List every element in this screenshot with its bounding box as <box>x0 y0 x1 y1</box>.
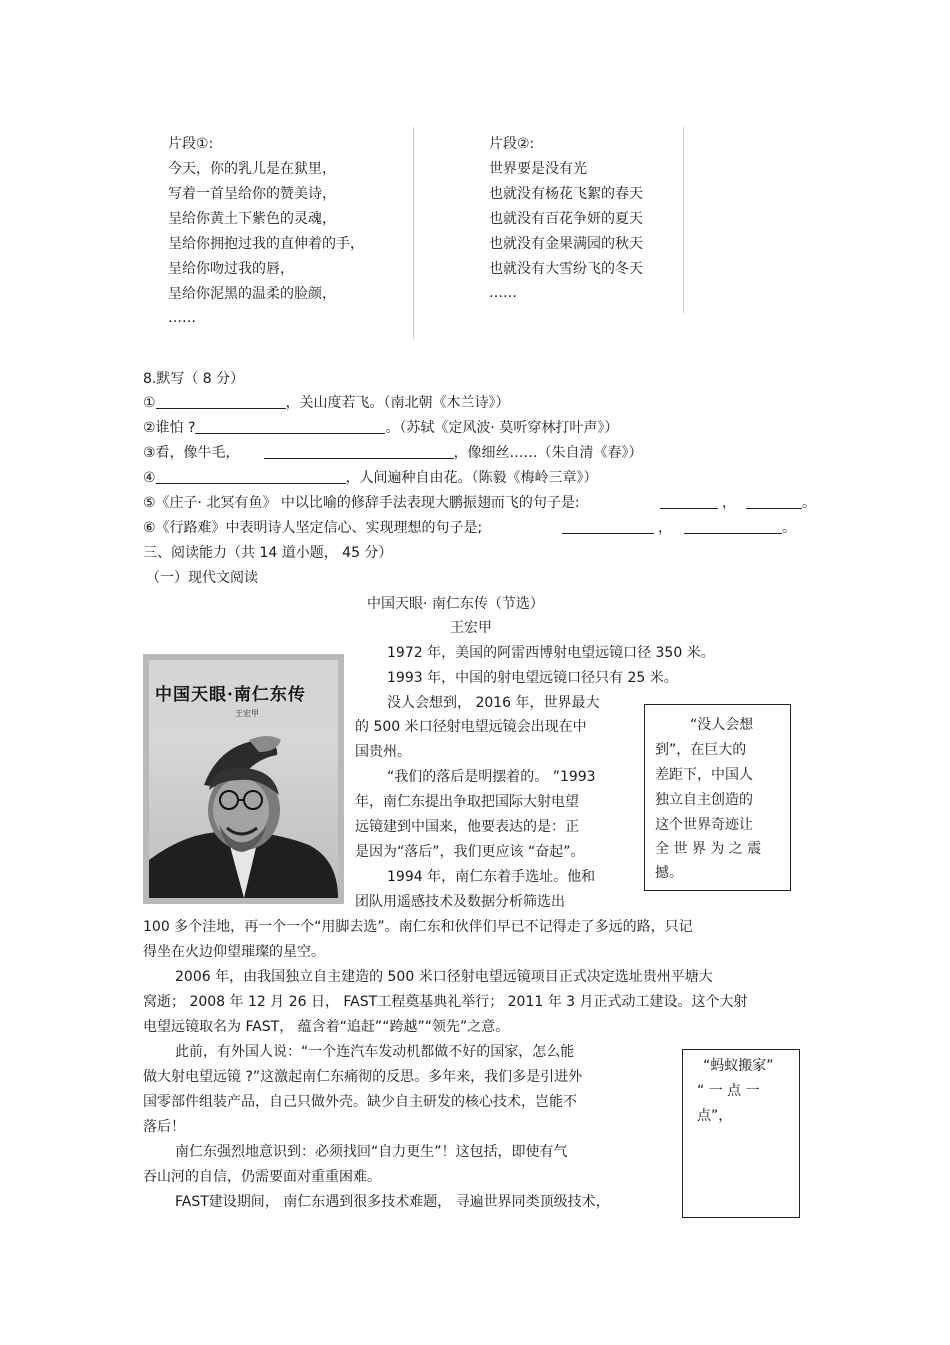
q6-blank-1[interactable] <box>562 519 654 534</box>
article-line: 得坐在火边仰望璀璨的星空。 <box>143 944 325 960</box>
poem1-line: 呈给你吻过我的唇， <box>168 261 294 277</box>
q2-prefix: ②谁怕 ? <box>143 420 196 436</box>
article-line: 1972 年，美国的阿雷西博射电望远镜口径 350 米。 <box>387 645 715 661</box>
article-line: 国贵州。 <box>355 744 411 760</box>
q3-prefix: ③看，像牛毛， <box>143 445 240 461</box>
article-line: 100 多个洼地，再一个一个“用脚去选”。南仁东和伙伴们早已不记得走了多远的路，只记 <box>143 919 693 935</box>
article-line: 远镜建到中国来，他要表达的是：正 <box>355 819 579 835</box>
article-line: 的 500 米口径射电望远镜会出现在中 <box>355 719 587 735</box>
article-line: 落后！ <box>143 1119 185 1135</box>
q6-text: ⑥《行路难》中表明诗人坚定信心、实现理想的句子是; <box>143 520 483 536</box>
poem1-line: 今天，你的乳儿是在狱里， <box>168 161 336 177</box>
q1-prefix: ① <box>143 395 156 411</box>
poem1-line: …… <box>168 310 196 326</box>
article-line: 1994 年，南仁东着手选址。他和 <box>387 869 596 885</box>
poem2-line: 也就没有百花争妍的夏天 <box>489 211 643 227</box>
dictation-q2 <box>143 418 618 438</box>
article-line: “我们的落后是明摆着的。 ”1993 <box>387 769 596 785</box>
article-line: 没人会想到， 2016 年，世界最大 <box>387 695 600 711</box>
article-line: 吞山河的自信，仍需要面对重重困难。 <box>143 1169 381 1185</box>
q5-end: 。 <box>802 495 816 511</box>
q6-end: 。 <box>782 520 796 536</box>
book-cover-photo <box>143 654 344 904</box>
poem1-header: 片段①: <box>168 136 214 152</box>
article-title: 中国天眼· 南仁东传（节选） <box>367 596 544 612</box>
article-line: FAST建设期间， 南仁东遇到很多技术难题， 寻遍世界同类顶级技术， <box>175 1194 610 1210</box>
section3-title: 三、阅读能力（共 14 道小题， 45 分） <box>143 545 393 561</box>
q6-separator: ， <box>658 520 672 536</box>
portrait-illustration <box>149 660 338 898</box>
section3-subtitle: （一）现代文阅读 <box>146 570 258 586</box>
note1-line: 撼。 <box>655 865 683 881</box>
poem1-line: 呈给你拥抱过我的直伸着的手， <box>168 236 364 252</box>
note1-line: 全 世 界 为 之 震 <box>655 841 762 857</box>
poem-divider-left <box>413 127 414 339</box>
article-author: 王宏甲 <box>450 620 492 636</box>
q5-blank-1[interactable] <box>660 494 718 509</box>
note1-line: 独立自主创造的 <box>655 792 753 808</box>
dictation-q6-answers <box>562 518 796 538</box>
article-line: 团队用遥感技术及数据分析筛选出 <box>355 894 565 910</box>
article-line: 1993 年，中国的射电望远镜口径只有 25 米。 <box>387 670 678 686</box>
dictation-q1 <box>143 393 510 413</box>
q4-blank[interactable] <box>156 469 346 484</box>
poem1-line: 写着一首呈给你的赞美诗， <box>168 186 336 202</box>
note2-line: “ 一 点 一 <box>697 1083 760 1099</box>
q5-separator: ， <box>722 495 736 511</box>
side-note-box-1 <box>644 704 791 891</box>
q2-suffix: 。（苏轼《定风波· 莫听穿林打叶声》） <box>385 420 619 436</box>
article-line: 2006 年，由我国独立自主建造的 500 米口径射电望远镜项目正式决定选址贵州平塘大 <box>175 969 713 985</box>
q6-blank-2[interactable] <box>684 519 782 534</box>
dictation-q5 <box>143 493 580 513</box>
note1-line: 到”，在巨大的 <box>655 742 747 758</box>
q5-text: ⑤《庄子· 北冥有鱼》 中以比喻的修辞手法表现大鹏振翅而飞的句子是: <box>143 495 580 511</box>
poem2-line: 也就没有杨花飞絮的春天 <box>489 186 643 202</box>
q4-suffix: ，人间遍种自由花。（陈毅《梅岭三章》） <box>345 470 598 486</box>
poem2-line: 世界要是没有光 <box>489 161 587 177</box>
article-line: 窝逝； 2008 年 12 月 26 日， FAST工程奠基典礼举行； 2011 年 3 月正式动工建设。这个大射 <box>143 994 748 1010</box>
dictation-q5-answers <box>660 493 816 513</box>
dictation-q3 <box>143 443 643 463</box>
q1-blank[interactable] <box>156 394 286 409</box>
note1-line: “没人会想 <box>690 717 754 733</box>
poem1-line: 呈给你泥黑的温柔的脸颜， <box>168 286 336 302</box>
article-line: 是因为“落后”，我们更应该 “奋起”。 <box>355 844 585 860</box>
dictation-q6 <box>143 518 482 538</box>
q1-suffix: ，关山度若飞。（南北朝《木兰诗》） <box>285 395 510 411</box>
note1-line: 差距下，中国人 <box>655 767 753 783</box>
dictation-title: 8.默写（ 8 分） <box>143 371 245 387</box>
poem2-header: 片段②: <box>489 136 535 152</box>
note2-line: 点”， <box>697 1108 733 1124</box>
poem2-line: 也就没有金果满园的秋天 <box>489 236 643 252</box>
article-line: 此前，有外国人说：“一个连汽车发动机都做不好的国家，怎么能 <box>175 1044 575 1060</box>
q3-suffix: ，像细丝……（朱自清《春》） <box>453 445 643 461</box>
poem-divider-right <box>683 127 684 313</box>
book-cover-author: 王宏甲 <box>235 709 259 718</box>
article-line: 年，南仁东提出争取把国际大射电望 <box>355 794 579 810</box>
side-note-box-2 <box>682 1049 800 1218</box>
q3-blank[interactable] <box>264 444 454 459</box>
q2-blank[interactable] <box>195 419 385 434</box>
book-cover-title: 中国天眼·南仁东传 <box>155 685 306 705</box>
poem2-line: …… <box>489 285 517 301</box>
q4-prefix: ④ <box>143 470 156 486</box>
note1-line: 这个世界奇迹让 <box>655 817 753 833</box>
article-line: 电望远镜取名为 FAST， 蕴含着“追赶”“跨越”“领先”之意。 <box>143 1019 510 1035</box>
poem2-line: 也就没有大雪纷飞的冬天 <box>489 261 643 277</box>
note2-line: “蚂蚁搬家” <box>703 1058 774 1074</box>
article-line: 做大射电望远镜 ?”这激起南仁东痛彻的反思。多年来，我们多是引进外 <box>143 1069 583 1085</box>
poem1-line: 呈给你黄土下紫色的灵魂， <box>168 211 336 227</box>
article-line: 南仁东强烈地意识到：必须找回“自力更生”！这包括，即使有气 <box>175 1144 568 1160</box>
article-line: 国零部件组装产品，自己只做外壳。缺少自主研发的核心技术，岂能不 <box>143 1094 577 1110</box>
dictation-q4 <box>143 468 598 488</box>
q5-blank-2[interactable] <box>746 494 802 509</box>
